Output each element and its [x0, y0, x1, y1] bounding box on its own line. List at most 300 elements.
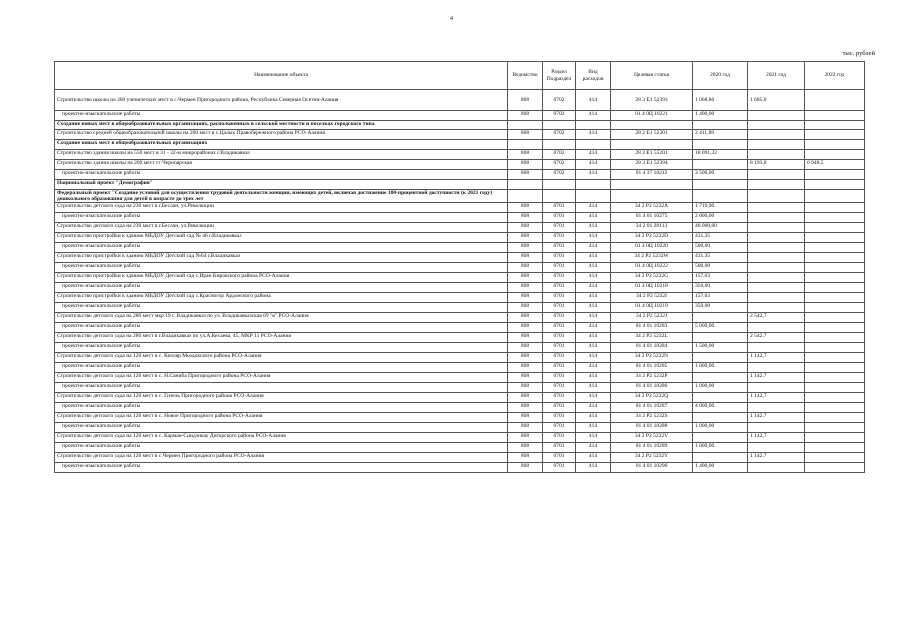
table-row [55, 403, 865, 413]
cell-y2020: 18 091,32 [693, 150, 748, 160]
cell-cs: 01 4 01 10284 [611, 343, 693, 353]
cell-y2020: 1 068,80 [693, 90, 748, 111]
cell-y2022 [805, 333, 865, 343]
cell-cs: 01 4 01 10275 [611, 213, 693, 223]
cell-name: проектно-изыскательские работы [55, 111, 508, 121]
cell-name: Строительство средней общеобразовательной школы на 200 мест в с.Цалык Правобережного района РСО-Алания [55, 130, 508, 140]
cell-rz: 0702 [543, 90, 576, 111]
cell-vr: 414 [576, 383, 611, 393]
table-row [55, 90, 865, 111]
table-row [55, 383, 865, 393]
cell-y2020: 5 000,00 [693, 323, 748, 333]
table-row [55, 180, 865, 190]
table-row [55, 170, 865, 180]
cell-vr: 414 [576, 353, 611, 363]
cell-cs: 28 3 E1 52394 [611, 160, 693, 170]
cell-cs [611, 190, 693, 203]
cell-vr [576, 180, 611, 190]
cell-y2021 [748, 213, 805, 223]
cell-vr: 414 [576, 393, 611, 403]
cell-ved: 808 [508, 303, 543, 313]
cell-vr: 414 [576, 170, 611, 180]
cell-y2021 [748, 363, 805, 373]
header-celevaya-statya: Целевая статья [611, 62, 693, 90]
cell-rz: 0702 [543, 160, 576, 170]
cell-y2020: 431,35 [693, 253, 748, 263]
table-body [55, 90, 865, 473]
cell-name: Строительство пристройки к зданию МБДОУ Детский сад №64 г.Владикавказ [55, 253, 508, 263]
cell-y2021 [748, 323, 805, 333]
cell-ved: 808 [508, 130, 543, 140]
cell-y2021 [748, 140, 805, 150]
cell-y2021 [748, 293, 805, 303]
cell-cs: 34 2 01 28113 [611, 223, 693, 233]
cell-ved: 808 [508, 273, 543, 283]
cell-rz: 0701 [543, 343, 576, 353]
cell-rz: 0701 [543, 423, 576, 433]
cell-y2022 [805, 423, 865, 433]
cell-rz: 0702 [543, 130, 576, 140]
cell-cs: 01 4 01 10289 [611, 443, 693, 453]
cell-y2021 [748, 150, 805, 160]
cell-name: Строительство детского сада на 120 мест в с.Чермен Пригородного района РСО-Алания [55, 453, 508, 463]
cell-y2020 [693, 140, 748, 150]
cell-ved: 808 [508, 423, 543, 433]
cell-rz: 0701 [543, 443, 576, 453]
header-razdel: Раздел Подраздел [543, 62, 576, 90]
cell-cs: 01 4 37 10212 [611, 170, 693, 180]
cell-y2021 [748, 253, 805, 263]
budget-table [54, 61, 865, 473]
cell-rz: 0701 [543, 253, 576, 263]
cell-rz: 0701 [543, 303, 576, 313]
cell-name: проектно-изыскательские работы [55, 343, 508, 353]
cell-vr: 414 [576, 233, 611, 243]
table-row [55, 253, 865, 263]
cell-vr: 414 [576, 373, 611, 383]
cell-y2022 [805, 203, 865, 213]
cell-y2021 [748, 190, 805, 203]
cell-rz: 0701 [543, 263, 576, 273]
cell-ved: 808 [508, 170, 543, 180]
cell-cs: 34 2 P2 5232W [611, 253, 693, 263]
cell-y2020: 1 719,90 [693, 203, 748, 213]
cell-name: проектно-изыскательские работы [55, 213, 508, 223]
table-row [55, 323, 865, 333]
cell-y2021 [748, 443, 805, 453]
cell-ved: 808 [508, 160, 543, 170]
cell-y2020: 3 500,00 [693, 170, 748, 180]
cell-cs: 28 2 E1 55201 [611, 150, 693, 160]
cell-vr: 414 [576, 263, 611, 273]
cell-cs: 01 4 0Ц 10219 [611, 303, 693, 313]
cell-name: проектно-изыскательские работы [55, 423, 508, 433]
header-2022: 2022 год [805, 62, 865, 90]
cell-y2021 [748, 130, 805, 140]
cell-y2021 [748, 170, 805, 180]
cell-cs: 01 4 01 10286 [611, 383, 693, 393]
cell-name: проектно-изыскательские работы [55, 283, 508, 293]
cell-y2020 [693, 413, 748, 423]
cell-ved: 808 [508, 363, 543, 373]
header-vid-rashodov: Вид расходов [576, 62, 611, 90]
cell-vr: 414 [576, 130, 611, 140]
cell-y2022 [805, 373, 865, 383]
cell-y2020: 2 411,88 [693, 130, 748, 140]
cell-ved [508, 190, 543, 203]
cell-y2021: 1 142,7 [748, 413, 805, 423]
cell-cs: 34 2 P2 5232S [611, 413, 693, 423]
cell-y2022 [805, 253, 865, 263]
table-row [55, 213, 865, 223]
cell-name: Строительство детского сада на 120 мест в с. Гизель Пригородного района РСО-Алания [55, 393, 508, 403]
table-row [55, 203, 865, 213]
header-2020: 2020 год [693, 62, 748, 90]
cell-name: Строительство детского сада на 280 мест мкр 19 г. Владикавказ по ул. Владикавказская 69 "в" РСО-Алания [55, 313, 508, 323]
cell-ved: 808 [508, 393, 543, 403]
cell-y2022 [805, 90, 865, 111]
cell-cs: 34 2 P2 5232I [611, 293, 693, 303]
cell-ved: 808 [508, 223, 543, 233]
cell-cs: 01 4 0Ц 10220 [611, 243, 693, 253]
table-row [55, 333, 865, 343]
page-number: 4 [450, 16, 453, 22]
cell-ved: 808 [508, 313, 543, 323]
cell-y2020 [693, 393, 748, 403]
cell-cs: 34 2 P2 5232Y [611, 453, 693, 463]
cell-y2020: 4 000,00 [693, 403, 748, 413]
cell-y2021 [748, 243, 805, 253]
cell-y2020: 350,00 [693, 283, 748, 293]
cell-vr: 414 [576, 213, 611, 223]
cell-cs: 34 2 P2 5232Q [611, 393, 693, 403]
cell-y2022 [805, 273, 865, 283]
cell-y2021: 1 142,7 [748, 353, 805, 363]
cell-name: проектно-изыскательские работы [55, 303, 508, 313]
cell-name: Строительство пристройки к зданию МБДОУ Детский сад № 46 г.Владикавказ [55, 233, 508, 243]
cell-ved [508, 140, 543, 150]
cell-ved: 808 [508, 353, 543, 363]
cell-cs: 28 2 E1 52301 [611, 130, 693, 140]
cell-y2021 [748, 263, 805, 273]
cell-y2020: 500,00 [693, 263, 748, 273]
cell-rz: 0701 [543, 203, 576, 213]
cell-y2020 [693, 190, 748, 203]
cell-ved: 808 [508, 343, 543, 353]
cell-y2020: 157,03 [693, 293, 748, 303]
cell-name: Строительство детского сада на 120 мест в с. Новое Пригородного района РСО-Алания [55, 413, 508, 423]
cell-y2021: 1 142,7 [748, 453, 805, 463]
cell-ved [508, 180, 543, 190]
cell-rz: 0701 [543, 273, 576, 283]
cell-cs: 34 2 P2 5232D [611, 233, 693, 243]
cell-y2020 [693, 333, 748, 343]
cell-y2020 [693, 121, 748, 130]
table-row [55, 273, 865, 283]
cell-vr: 414 [576, 273, 611, 283]
cell-name: Строительство школы на 360 ученических мест в с.Чермен Пригородного района, Республика Северная Осетия-Алания [55, 90, 508, 111]
cell-y2022 [805, 393, 865, 403]
cell-y2021: 8 193,8 [748, 160, 805, 170]
cell-rz [543, 140, 576, 150]
cell-rz [543, 180, 576, 190]
cell-name: Строительство здания школы на 550 мест в 31 - 32-м микрорайонах г.Владикавказ [55, 150, 508, 160]
table-row [55, 343, 865, 353]
cell-y2022 [805, 233, 865, 243]
cell-ved: 808 [508, 203, 543, 213]
cell-vr: 414 [576, 150, 611, 160]
cell-rz: 0701 [543, 313, 576, 323]
table-row [55, 433, 865, 443]
cell-y2020 [693, 313, 748, 323]
cell-ved: 808 [508, 293, 543, 303]
table-row [55, 413, 865, 423]
cell-vr: 414 [576, 323, 611, 333]
cell-vr: 414 [576, 363, 611, 373]
cell-cs: 34 2 P2 5232A [611, 203, 693, 213]
cell-y2022 [805, 443, 865, 453]
table-row [55, 150, 865, 160]
cell-ved: 808 [508, 373, 543, 383]
cell-y2021 [748, 203, 805, 213]
cell-y2022 [805, 213, 865, 223]
cell-y2022 [805, 303, 865, 313]
cell-cs: 34 2 P2 5232N [611, 353, 693, 363]
cell-y2022 [805, 293, 865, 303]
table-row [55, 353, 865, 363]
cell-rz: 0701 [543, 373, 576, 383]
cell-y2020 [693, 180, 748, 190]
cell-name: Строительство детского сада на 120 мест в с. Кизляр Моздокского района РСО-Алания [55, 353, 508, 363]
cell-y2021 [748, 111, 805, 121]
cell-y2021 [748, 283, 805, 293]
cell-vr: 414 [576, 160, 611, 170]
cell-cs: 34 2 P2 5232P [611, 373, 693, 383]
cell-rz: 0701 [543, 243, 576, 253]
table-row [55, 223, 865, 233]
table-row [55, 233, 865, 243]
cell-cs: 01 4 0Ц 10222 [611, 263, 693, 273]
cell-name: Создание новых мест в общеобразовательных организациях, расположенных в сельской местности и поселках городского типа [55, 121, 508, 130]
table-row [55, 243, 865, 253]
cell-y2022 [805, 343, 865, 353]
cell-cs: 01 4 01 10290 [611, 463, 693, 473]
cell-y2021: 1 142,7 [748, 373, 805, 383]
cell-rz: 0701 [543, 333, 576, 343]
cell-rz: 0701 [543, 453, 576, 463]
cell-vr: 414 [576, 453, 611, 463]
cell-y2020: 1 000,00 [693, 423, 748, 433]
cell-name: проектно-изыскательские работы [55, 243, 508, 253]
header-name: Наименование объекта [55, 62, 508, 90]
cell-y2021: 1 685,0 [748, 90, 805, 111]
cell-ved: 808 [508, 333, 543, 343]
cell-y2022 [805, 190, 865, 203]
cell-y2021 [748, 383, 805, 393]
cell-y2022 [805, 463, 865, 473]
cell-cs: 01 4 01 10285 [611, 363, 693, 373]
cell-y2022 [805, 223, 865, 233]
cell-vr [576, 121, 611, 130]
cell-name: Строительство пристройки к зданию МБДОУ Детский сад с.Иран Кировского района РСО-Алания [55, 273, 508, 283]
cell-name: проектно-изыскательские работы [55, 363, 508, 373]
cell-y2020: 40 000,00 [693, 223, 748, 233]
cell-y2022 [805, 363, 865, 373]
cell-cs: 01 4 01 10287 [611, 403, 693, 413]
cell-vr: 414 [576, 243, 611, 253]
cell-rz: 0701 [543, 393, 576, 403]
cell-cs: 01 4 0Ц 10221 [611, 111, 693, 121]
cell-y2020: 1 400,00 [693, 463, 748, 473]
cell-y2020 [693, 453, 748, 463]
cell-cs: 34 2 P2 5232J [611, 313, 693, 323]
cell-name: проектно-изыскательские работы [55, 170, 508, 180]
cell-rz: 0701 [543, 223, 576, 233]
cell-ved: 808 [508, 443, 543, 453]
cell-name: Строительство детского сада на 230 мест в г.Беслан, ул.Революции [55, 203, 508, 213]
cell-name: проектно-изыскательские работы [55, 383, 508, 393]
cell-vr: 414 [576, 223, 611, 233]
cell-rz: 0701 [543, 353, 576, 363]
cell-ved: 808 [508, 90, 543, 111]
cell-ved: 808 [508, 283, 543, 293]
cell-vr: 414 [576, 333, 611, 343]
cell-ved: 808 [508, 403, 543, 413]
cell-y2021: 2 542,7 [748, 333, 805, 343]
cell-ved: 808 [508, 433, 543, 443]
cell-name: проектно-изыскательские работы [55, 263, 508, 273]
cell-name: Федеральный проект "Создание условий для осуществления трудовой деятельности женщин, имеющих детей, включая достижение 100-процентной доступности (к 2021 году) дошкольного образования для детей в возрасте до трех лет [55, 190, 508, 203]
cell-y2022 [805, 453, 865, 463]
table-row [55, 121, 865, 130]
cell-vr: 414 [576, 90, 611, 111]
cell-name: Строительство детского сада на 120 мест в с. Карман-Синдзикау Дигорского района РСО-Алания [55, 433, 508, 443]
table-row [55, 423, 865, 433]
table-row [55, 293, 865, 303]
cell-vr: 414 [576, 253, 611, 263]
header-2021: 2021 год [748, 62, 805, 90]
cell-y2021: 1 142,7 [748, 433, 805, 443]
cell-vr [576, 190, 611, 203]
cell-y2022 [805, 323, 865, 333]
cell-ved: 808 [508, 253, 543, 263]
cell-vr: 414 [576, 203, 611, 213]
cell-cs: 34 2 P2 5232G [611, 273, 693, 283]
cell-y2022 [805, 111, 865, 121]
table-row [55, 190, 865, 203]
cell-y2022 [805, 263, 865, 273]
cell-y2021 [748, 223, 805, 233]
table-row [55, 263, 865, 273]
cell-y2021 [748, 121, 805, 130]
cell-ved: 808 [508, 150, 543, 160]
cell-y2021 [748, 403, 805, 413]
cell-y2021 [748, 273, 805, 283]
cell-name: Строительство детского сада на 230 мест в г.Беслан, ул.Революции [55, 223, 508, 233]
cell-y2022: 6 948,5 [805, 160, 865, 170]
cell-y2022 [805, 353, 865, 363]
table-row [55, 130, 865, 140]
table-row [55, 111, 865, 121]
cell-y2020 [693, 353, 748, 363]
cell-ved: 808 [508, 213, 543, 223]
cell-y2020 [693, 160, 748, 170]
cell-y2021 [748, 463, 805, 473]
cell-ved: 808 [508, 383, 543, 393]
cell-y2021 [748, 180, 805, 190]
cell-vr: 414 [576, 313, 611, 323]
table-row [55, 160, 865, 170]
table-row [55, 313, 865, 323]
cell-name: проектно-изыскательские работы [55, 443, 508, 453]
cell-ved: 808 [508, 323, 543, 333]
cell-y2021 [748, 423, 805, 433]
cell-rz: 0702 [543, 150, 576, 160]
cell-y2020: 1 500,00 [693, 343, 748, 353]
table-row [55, 303, 865, 313]
cell-cs: 01 4 01 10288 [611, 423, 693, 433]
table-row [55, 373, 865, 383]
cell-y2022 [805, 170, 865, 180]
unit-label: тыс. рублей [842, 50, 875, 57]
cell-rz: 0701 [543, 213, 576, 223]
cell-y2020: 1 000,00 [693, 383, 748, 393]
cell-rz: 0701 [543, 293, 576, 303]
cell-rz: 0701 [543, 413, 576, 423]
cell-name: Строительство здания школы на 200 мест ст Черноярская [55, 160, 508, 170]
cell-vr: 414 [576, 111, 611, 121]
cell-ved [508, 121, 543, 130]
cell-rz: 0701 [543, 383, 576, 393]
cell-ved: 808 [508, 233, 543, 243]
cell-name: Создание новых мест в общеобразовательных организациях [55, 140, 508, 150]
cell-cs: 01 4 0Ц 10218 [611, 283, 693, 293]
cell-vr: 414 [576, 443, 611, 453]
cell-vr: 414 [576, 433, 611, 443]
cell-rz [543, 121, 576, 130]
cell-y2022 [805, 433, 865, 443]
cell-rz: 0701 [543, 233, 576, 243]
cell-vr: 414 [576, 303, 611, 313]
cell-y2021: 2 542,7 [748, 313, 805, 323]
table-row [55, 283, 865, 293]
table-row [55, 453, 865, 463]
cell-rz: 0702 [543, 170, 576, 180]
cell-y2022 [805, 383, 865, 393]
table-row [55, 363, 865, 373]
cell-vr: 414 [576, 343, 611, 353]
table-row [55, 140, 865, 150]
cell-ved: 808 [508, 263, 543, 273]
table-row [55, 443, 865, 453]
cell-ved: 808 [508, 111, 543, 121]
header-vedomstvo: Ведомство [508, 62, 543, 90]
cell-vr: 414 [576, 283, 611, 293]
cell-cs: 28 3 E1 52393 [611, 90, 693, 111]
cell-vr: 414 [576, 413, 611, 423]
cell-rz: 0701 [543, 283, 576, 293]
cell-name: Строительство пристройки к зданию МБДОУ Детский сад с.Красногор Ардонского района [55, 293, 508, 303]
cell-name: Строительство детского сада на 120 мест в с. Н.Саниба Пригородного района РСО-Алания [55, 373, 508, 383]
cell-name: проектно-изыскательские работы [55, 463, 508, 473]
cell-vr [576, 140, 611, 150]
cell-y2022 [805, 283, 865, 293]
cell-vr: 414 [576, 463, 611, 473]
cell-vr: 414 [576, 293, 611, 303]
cell-rz: 0702 [543, 111, 576, 121]
cell-y2022 [805, 243, 865, 253]
table-header-row [55, 62, 865, 90]
